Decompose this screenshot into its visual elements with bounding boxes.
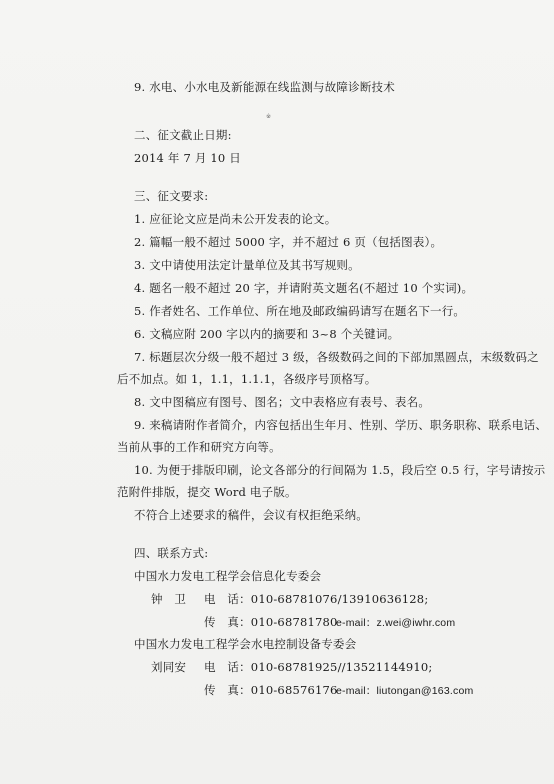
requirement-item-8: 8. 文中图稿应有图号、图名；文中表格应有表号、表名。 xyxy=(134,395,431,409)
contact-person-1-fax: 传 真：010-68781780 xyxy=(204,615,338,629)
deadline-heading: 二、征文截止日期: xyxy=(134,128,232,142)
contact-person-2-phone: 电 话：010-68781925//13521144910; xyxy=(204,660,433,674)
requirement-item-10b: 范附件排版，提交 Word 电子版。 xyxy=(117,485,297,499)
requirement-item-7a: 7. 标题层次分级一般不超过 3 级，各级数码之间的下部加黑圆点，末级数码之 xyxy=(134,350,539,364)
requirement-item-9b: 当前从事的工作和研究方向等。 xyxy=(117,440,281,454)
contact-person-1: 钟 卫 xyxy=(151,592,187,606)
contact-heading: 四、联系方式: xyxy=(134,546,209,560)
deadline-date: 2014 年 7 月 10 日 xyxy=(134,151,241,165)
scan-mark: ※ xyxy=(266,113,272,120)
contact-org-1: 中国水力发电工程学会信息化专委会 xyxy=(134,569,322,583)
contact-person-2: 刘同安 xyxy=(151,660,187,674)
requirement-item-6: 6. 文稿应附 200 字以内的摘要和 3~8 个关键词。 xyxy=(134,327,400,341)
contact-person-1-email: e-mail：z.wei@iwhr.com xyxy=(336,617,456,629)
requirement-item-1: 1. 应征论文应是尚未公开发表的论文。 xyxy=(134,212,337,226)
requirement-item-3: 3. 文中请使用法定计量单位及其书写规则。 xyxy=(134,258,360,272)
contact-person-1-phone: 电 话：010-68781076/13910636128; xyxy=(204,592,429,606)
contact-person-2-fax: 传 真：010-68576176 xyxy=(204,683,338,697)
topic-item-9: 9. 水电、小水电及新能源在线监测与故障诊断技术 xyxy=(134,80,395,94)
requirements-heading: 三、征文要求: xyxy=(134,189,209,203)
requirement-item-5: 5. 作者姓名、工作单位、所在地及邮政编码请写在题名下一行。 xyxy=(134,304,466,318)
requirement-item-4: 4. 题名一般不超过 20 字，并请附英文题名(不超过 10 个实词)。 xyxy=(134,281,474,295)
requirement-item-2: 2. 篇幅一般不超过 5000 字，并不超过 6 页（包括图表）。 xyxy=(134,235,443,249)
requirement-item-7b: 后不加点。如 1，1.1，1.1.1，各级序号顶格写。 xyxy=(117,372,377,386)
contact-person-2-email: e-mail：liutongan@163.com xyxy=(336,685,474,697)
requirement-item-10a: 10. 为便于排版印刷，论文各部分的行间隔为 1.5，段后空 0.5 行，字号请按示 xyxy=(134,463,546,477)
requirement-note: 不符合上述要求的稿件，会议有权拒绝采纳。 xyxy=(134,508,368,522)
contact-org-2: 中国水力发电工程学会水电控制设备专委会 xyxy=(134,637,357,651)
requirement-item-9a: 9. 来稿请附作者简介，内容包括出生年月、性别、学历、职务职称、联系电话、 xyxy=(134,418,548,432)
